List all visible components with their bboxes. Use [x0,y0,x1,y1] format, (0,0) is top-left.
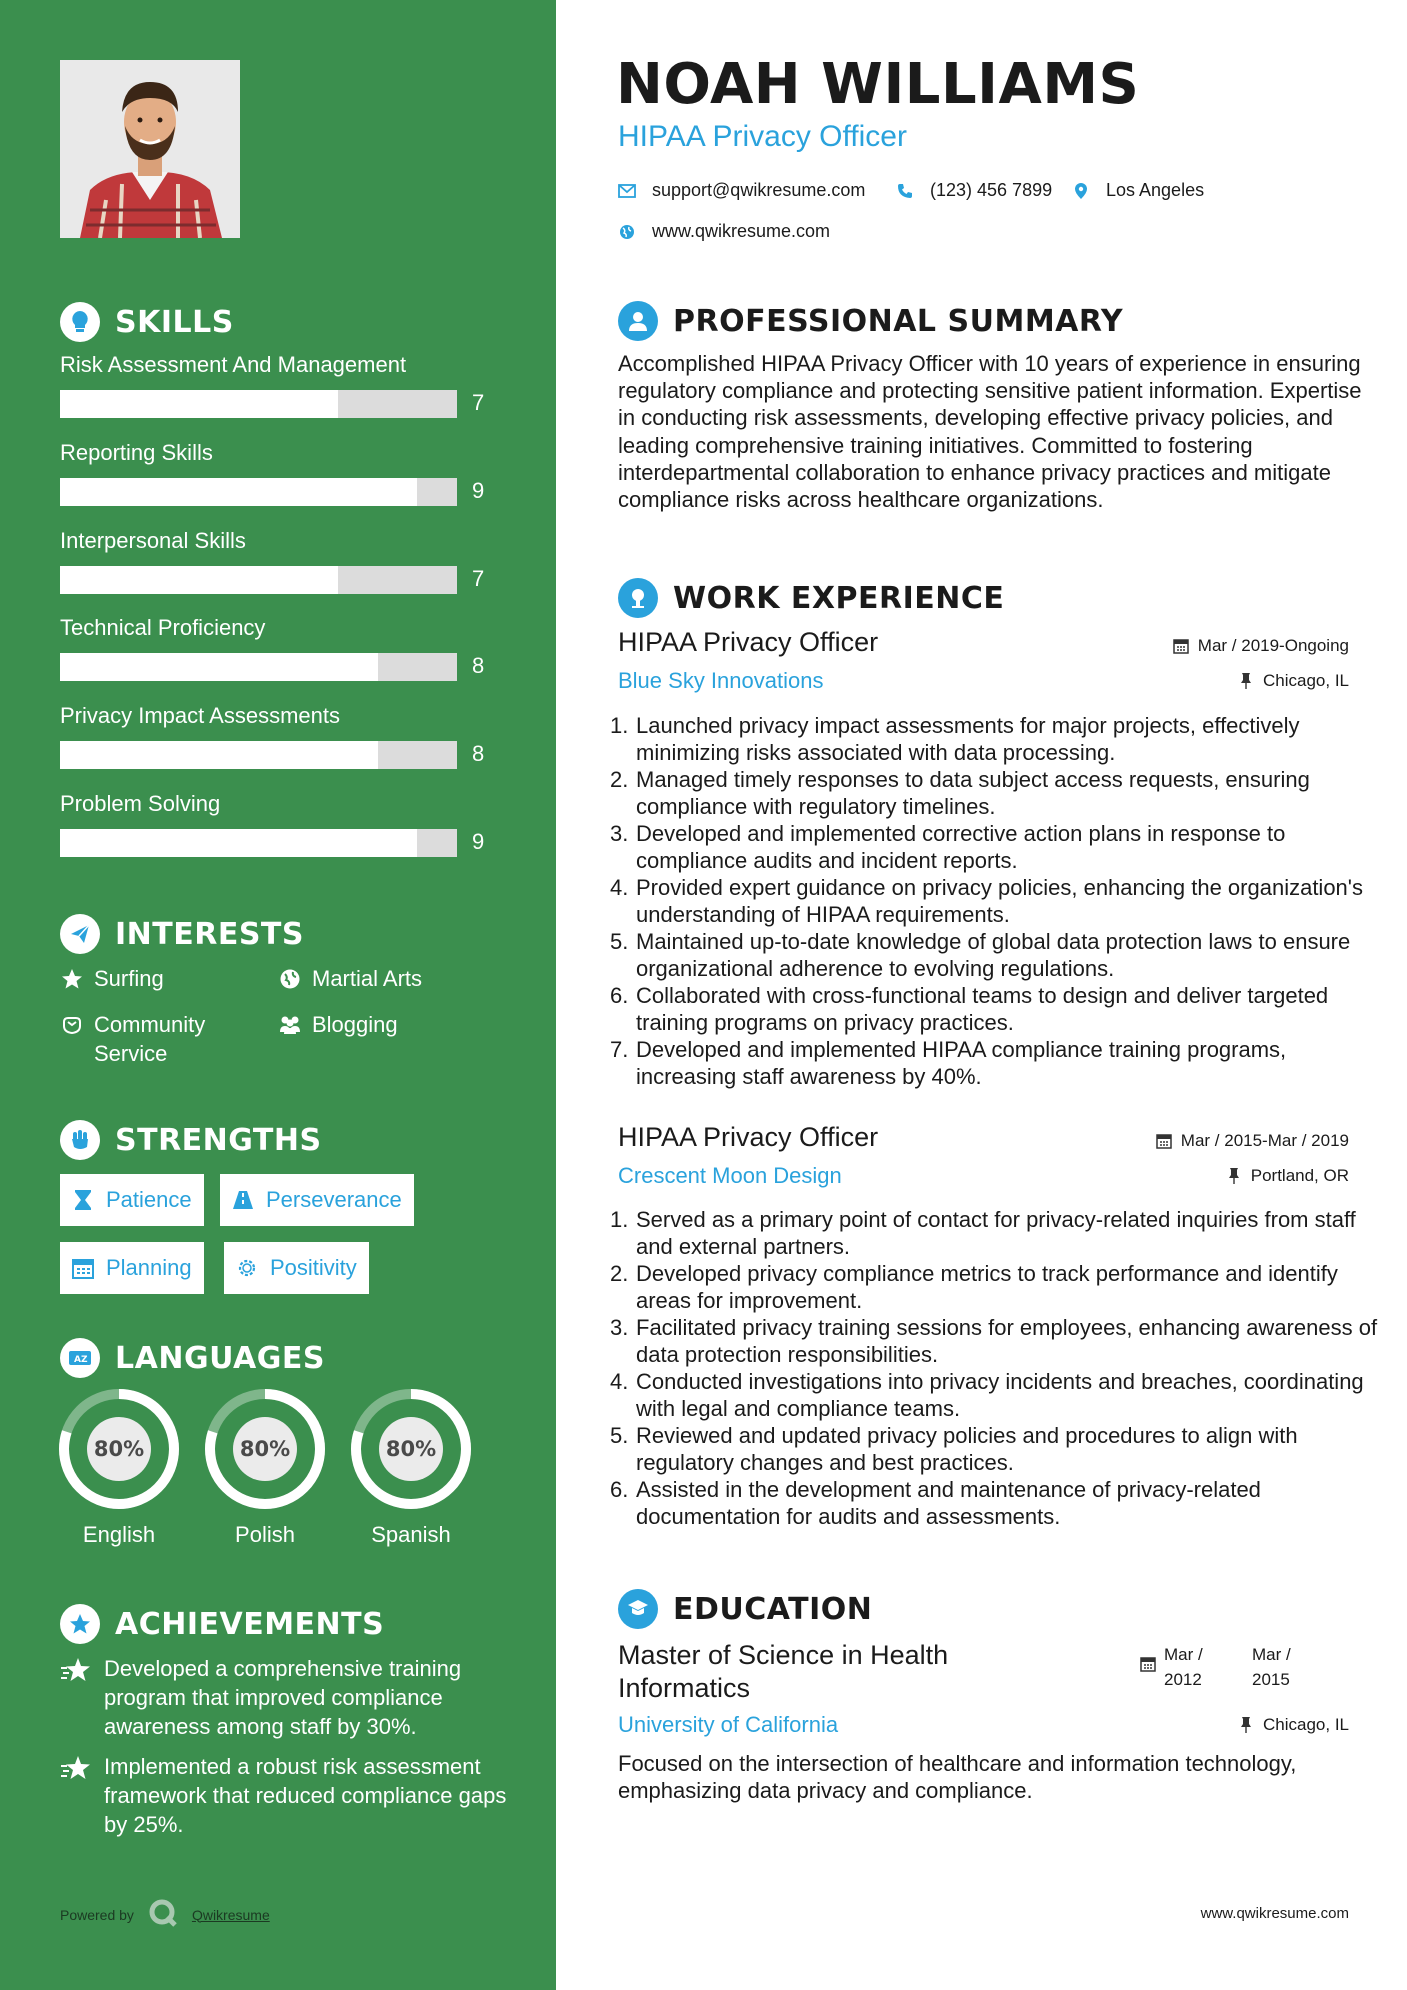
strength-label: Positivity [270,1255,357,1280]
profile-photo [60,60,240,238]
education-description: Focused on the intersection of healthcare and information technology, emphasizing data privacy and compliance. [618,1751,1297,1803]
skill-name: Interpersonal Skills [60,528,246,553]
skill-value: 8 [472,741,485,766]
interests-heading [60,912,304,956]
strength-tag [60,1242,204,1294]
website-text: www.qwikresume.com [652,221,831,241]
education-heading [618,1587,872,1631]
qwikresume-logo-icon [148,1898,178,1931]
language-name: Spanish [371,1522,451,1547]
strength-tag [224,1242,369,1294]
interest-label: Surfing [94,966,164,991]
language-item [204,1388,326,1548]
language-ring [204,1388,326,1510]
list-item: 3. Developed and implemented corrective action plans in response to compliance audits and incident reports. [610,821,1286,873]
languages-heading [60,1336,325,1380]
duty-text: Developed privacy compliance metrics to track performance and identify areas for improvement. [636,1261,1338,1313]
star-badge-icon [60,1656,92,1688]
interest-item [60,1010,250,1068]
education-end [1252,1642,1291,1692]
graduation-icon [618,1589,658,1629]
duty-text: Developed and implemented corrective action plans in response to compliance audits and incident reports. [636,821,1286,873]
degree-line-1: Master of Science in Health [618,1640,949,1670]
job-location-text: Portland, OR [1250,1166,1349,1185]
calendar-icon [1155,1132,1173,1150]
globe-icon [618,223,636,241]
interest-label: Community Service [94,1012,206,1066]
duty-text: Provided expert guidance on privacy policies, enhancing the organization's understanding of HIPAA requirements. [636,875,1363,927]
globe-icon [278,964,302,993]
strength-tag [220,1174,414,1226]
school-name: University of California [618,1712,839,1737]
powered-by [60,1898,270,1931]
language-percent: 80% [239,1437,291,1461]
job-title: HIPAA Privacy Officer [618,1122,879,1152]
experience-title: WORK EXPERIENCE [673,580,1005,616]
list-item: 2. Developed privacy compliance metrics to track performance and identify areas for improvement. [610,1261,1338,1313]
education-location [1237,1715,1349,1735]
skill-bar [60,390,457,418]
duty-text: Served as a primary point of contact for privacy-related inquiries from staff and external partners. [636,1207,1356,1259]
phone-icon [896,182,914,200]
list-item: 2. Managed timely responses to data subject access requests, ensuring compliance with regulatory timelines. [610,767,1310,819]
list-item: 7. Developed and implemented HIPAA compliance training programs, increasing staff awareness by 40%. [610,1037,1287,1089]
education-start [1164,1642,1252,1692]
job-dates-text: Mar / 2019-Ongoing [1197,636,1349,655]
skill-bar [60,829,457,857]
language-name: Polish [235,1522,295,1547]
job-duties [610,1206,1388,1530]
skill-bar [60,741,457,769]
skill-name: Reporting Skills [60,440,213,465]
strength-label: Planning [106,1255,192,1280]
calendar-icon [1172,637,1190,655]
contact-phone[interactable] [896,180,1052,201]
interest-item [278,1010,398,1039]
skill-fill [60,741,378,769]
duty-text: Reviewed and updated privacy policies and procedures to align with regulatory changes and best practices. [636,1423,1298,1475]
svg-text:Z: Z [81,1355,88,1365]
skill-fill [60,653,378,681]
duty-text: Developed and implemented HIPAA compliance training programs, increasing staff awareness by 40%. [636,1037,1287,1089]
envelope-icon [618,182,636,200]
candidate-role: HIPAA Privacy Officer [618,120,907,153]
interest-label: Martial Arts [312,966,423,991]
language-ring [58,1388,180,1510]
sidebar [0,0,556,1990]
skill-name: Problem Solving [60,791,221,816]
education-location-text: Chicago, IL [1263,1715,1349,1734]
job-title: HIPAA Privacy Officer [618,627,879,657]
candidate-name: NOAH WILLIAMS [616,52,1140,117]
skill-item [60,703,500,778]
education-end-month: Mar / [1252,1645,1291,1664]
skill-value: 9 [472,478,485,503]
pushpin-icon [1237,1716,1255,1734]
duty-text: Maintained up-to-date knowledge of global data protection laws to ensure organizational adherence to evolving regulations. [636,929,1351,981]
education-start-year: 2012 [1164,1670,1202,1689]
interest-item [60,964,164,993]
skill-bar [60,478,457,506]
users-icon [278,1010,302,1039]
handshake-icon [60,1010,84,1039]
duty-text: Assisted in the development and maintenance of privacy-related documentation for audits and assessments. [636,1477,1261,1529]
powered-by-label: Powered by [60,1906,134,1923]
education-start-month: Mar / [1164,1645,1203,1664]
job-location [1237,671,1349,691]
svg-text:A: A [74,1355,81,1365]
road-icon [232,1189,254,1211]
email-text: support@qwikresume.com [652,180,866,200]
skill-item [60,528,500,603]
list-item: 6. Collaborated with cross-functional teams to design and deliver targeted training programs on privacy practices. [610,983,1329,1035]
job-dates [1155,1131,1349,1151]
lightbulb-icon [60,302,100,342]
skill-value: 7 [472,566,485,591]
pushpin-icon [1237,672,1255,690]
strength-tag [60,1174,204,1226]
skill-item [60,615,500,690]
hourglass-icon [72,1189,94,1211]
achievement-item [60,1654,520,1741]
skill-fill [60,390,338,418]
skill-fill [60,566,338,594]
list-item: 6. Assisted in the development and maintenance of privacy-related documentation for audits and assessments. [610,1477,1261,1529]
contact-location [1072,180,1204,201]
interest-item [278,964,422,993]
list-item: 5. Maintained up-to-date knowledge of global data protection laws to ensure organizational adherence to evolving regulations. [610,929,1351,981]
job-location-text: Chicago, IL [1263,671,1349,690]
skill-item [60,440,500,515]
duty-text: Launched privacy impact assessments for major projects, effectively minimizing risks associated with data processing. [636,713,1300,765]
pushpin-icon [1225,1167,1243,1185]
list-item: 3. Facilitated privacy training sessions for employees, enhancing awareness of data protection responsibilities. [610,1315,1378,1367]
job-dates-text: Mar / 2015-Mar / 2019 [1180,1131,1349,1150]
user-icon [618,301,658,341]
list-item: 4. Conducted investigations into privacy incidents and breaches, coordinating with legal and compliance teams. [610,1369,1364,1421]
briefcase-icon [618,578,658,618]
skill-value: 8 [472,653,485,678]
location-text: Los Angeles [1106,180,1205,200]
achievement-item [60,1752,520,1839]
star-badge-icon [60,1754,92,1786]
skill-item [60,352,500,427]
language-name: English [82,1522,156,1547]
experience-heading [618,576,1004,620]
language-percent: 80% [93,1437,145,1461]
language-ring [350,1388,472,1510]
skill-name: Risk Assessment And Management [60,352,407,377]
skill-fill [60,829,417,857]
trophy-star-icon [60,1604,100,1644]
list-item: 1. Launched privacy impact assessments for major projects, effectively minimizing risks associated with data processing. [610,713,1300,765]
main-content [556,0,1407,1990]
job-location [1225,1166,1349,1186]
qwikresume-link[interactable]: Qwikresume [191,1906,270,1923]
strength-label: Patience [106,1187,192,1212]
skill-name: Technical Proficiency [60,615,266,640]
contact-website[interactable] [618,221,830,242]
job-company: Crescent Moon Design [618,1163,842,1188]
duty-text: Collaborated with cross-functional teams to design and deliver targeted training programs on privacy practices. [636,983,1329,1035]
job-company: Blue Sky Innovations [618,668,824,693]
language-percent: 80% [385,1437,437,1461]
education-title: EDUCATION [673,1591,873,1627]
duty-text: Facilitated privacy training sessions for employees, enhancing awareness of data protection responsibilities. [636,1315,1378,1367]
degree-line-2: Informatics [618,1673,751,1703]
skill-bar [60,653,457,681]
job-duties [610,712,1388,1090]
interests-title: INTERESTS [115,916,304,952]
footer-url[interactable]: www.qwikresume.com [1200,1905,1349,1922]
list-item: 4. Provided expert guidance on privacy policies, enhancing the organization's understanding of HIPAA requirements. [610,875,1363,927]
summary-text: Accomplished HIPAA Privacy Officer with 10 years of experience in ensuring regulatory compliance and protecting sensitive patient information. Expertise in conducting risk assessments, developing effective privacy policies, and leading comprehensive training initiatives. Committed to fostering interdepartmental collaboration to enhance privacy practices and mitigate compliance risks across healthcare organizations. [618,351,1362,513]
achievements-heading [60,1602,384,1646]
achievements-title: ACHIEVEMENTS [115,1606,385,1642]
translate-icon [60,1338,100,1378]
skills-title: SKILLS [115,304,234,340]
education-dates [1140,1642,1291,1692]
strengths-heading [60,1118,322,1162]
summary-heading [618,299,1123,343]
contact-email[interactable] [618,180,865,201]
language-item [350,1388,472,1548]
calendar-icon [72,1257,94,1279]
fist-icon [60,1120,100,1160]
strength-label: Perseverance [266,1187,402,1212]
achievement-text: Implemented a robust risk assessment framework that reduced compliance gaps by 25%. [104,1754,507,1837]
list-item: 1. Served as a primary point of contact for privacy-related inquiries from staff and external partners. [610,1207,1356,1259]
strengths-title: STRENGTHS [115,1122,322,1158]
languages-title: LANGUAGES [115,1340,325,1376]
star-icon [60,964,84,993]
skill-bar [60,566,457,594]
duty-text: Managed timely responses to data subject access requests, ensuring compliance with regulatory timelines. [636,767,1310,819]
job-dates [1172,636,1349,656]
paper-plane-icon [60,914,100,954]
skill-value: 7 [472,390,485,415]
skill-name: Privacy Impact Assessments [60,703,340,728]
education-end-year: 2015 [1252,1670,1290,1689]
skill-item [60,791,500,866]
skill-value: 9 [472,829,485,854]
skill-fill [60,478,417,506]
skills-heading [60,300,234,344]
phone-text: (123) 456 7899 [930,180,1053,200]
list-item: 5. Reviewed and updated privacy policies and procedures to align with regulatory changes and best practices. [610,1423,1298,1475]
map-pin-icon [1072,182,1090,200]
summary-title: PROFESSIONAL SUMMARY [673,303,1124,339]
calendar-icon [1140,1654,1156,1679]
interest-label: Blogging [312,1012,398,1037]
sun-icon [236,1257,258,1279]
duty-text: Conducted investigations into privacy incidents and breaches, coordinating with legal and compliance teams. [636,1369,1364,1421]
achievement-text: Developed a comprehensive training program that improved compliance awareness among staff by 30%. [104,1656,462,1739]
language-item [58,1388,180,1548]
